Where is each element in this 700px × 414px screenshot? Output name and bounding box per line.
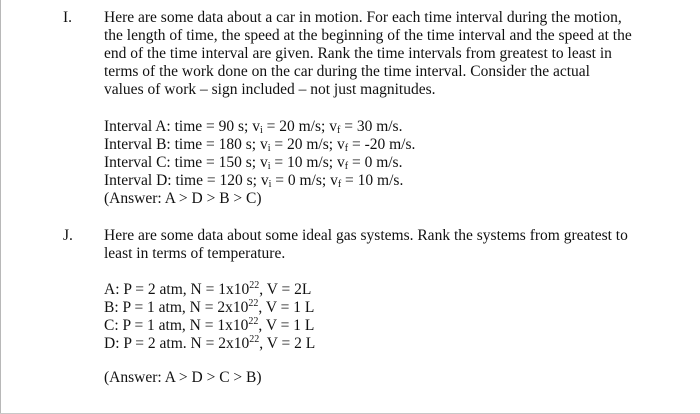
question-line: values of work – sign included – not just magnitudes.: [104, 81, 436, 98]
question-line: end of the time interval are given. Rank the time intervals from greatest to least in: [104, 45, 612, 62]
problem-j-number: J.: [63, 227, 73, 244]
question-line: least in terms of temperature.: [104, 245, 286, 262]
problem-j-answer-block: [104, 369, 700, 387]
problem-i-number: I.: [63, 9, 73, 26]
problem-i-answer: (Answer: A > D > B > C): [104, 190, 262, 207]
question-line: terms of the work done on the car during the time interval. Consider the actual: [104, 63, 590, 80]
problem-j-question: [104, 227, 700, 263]
interval-b: Interval B: time = 180 s; $v_i = 20$ m/s; $v_f = -20$ m/s.: [104, 136, 416, 154]
question-line: the length of time, the speed at the beginning of the time interval and the speed at the: [104, 27, 632, 44]
system-d: D: P = 2 atm. $N = 2x10^{22}$, V = 2 L: [104, 334, 316, 352]
system-c: C: P = 1 atm, $N = 1x10^{22}$, V = 1 L: [104, 316, 315, 334]
problem-i-question: [104, 9, 700, 99]
question-line: Here are some data about a car in motion. For each time interval during the motion,: [104, 9, 622, 26]
problem-j-answer: (Answer: A > D > C > B): [104, 369, 262, 386]
system-b: B: P = 1 atm, $N = 2x10^{22}$, V = 1 L: [104, 298, 315, 316]
problem-i-intervals: [104, 118, 700, 208]
interval-c: Interval C: time = 150 s; $v_i = 10$ m/s; $v_f = 0$ m/s.: [104, 154, 403, 172]
question-line: Here are some data about some ideal gas systems. Rank the systems from greatest to: [104, 227, 628, 244]
page-left-edge: [0, 0, 1, 414]
problem-j-systems: [104, 281, 700, 353]
interval-a: Interval A: time = 90 s; $v_i = 20$ m/s; $v_f = 30$ m/s.: [104, 118, 403, 136]
interval-d: Interval D: time = 120 s; $v_i = 0$ m/s; $v_f = 10$ m/s.: [104, 172, 404, 190]
system-a: A: P = 2 atm, $N = 1x10^{22}$, V = 2L: [104, 280, 312, 298]
